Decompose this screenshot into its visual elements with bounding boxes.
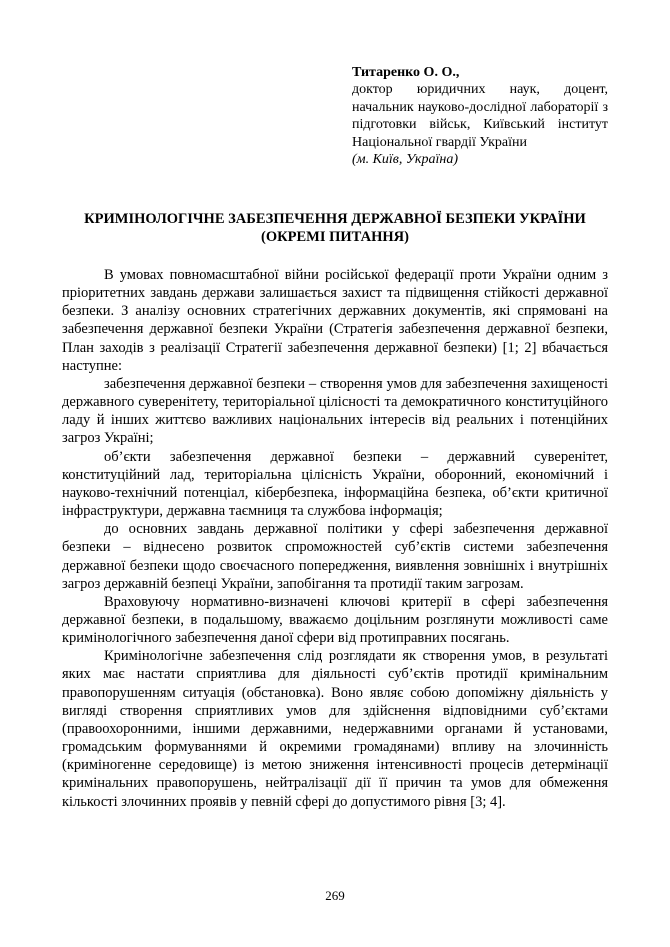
author-affiliation: доктор юридичних наук, доцент, начальник науково-дослідної лабораторії з підготовки військ, Київський інститут Національної гвардії України [352,82,608,150]
author-location: (м. Київ, Україна) [352,152,458,168]
article-title: КРИМІНОЛОГІЧНЕ ЗАБЕЗПЕЧЕННЯ ДЕРЖАВНОЇ БЕЗПЕКИ УКРАЇНИ (ОКРЕМІ ПИТАННЯ) [84,211,586,245]
author-block [352,64,608,168]
document-page [62,0,608,947]
author-name: Титаренко О. О., [352,65,460,80]
page-number: 269 [325,888,345,903]
body-paragraph: В умовах повномасштабної війни російської федерації проти України одним з пріоритетних завдань держави залишається захист та підвищення стійкості державної безпеки. З аналізу основних стратегічних державних документів, які спрямовані на забезпечення державної безпеки України (Стратегія забезпечення державної безпеки, План заходів з реалізації Стратегії забезпечення державної безпеки) [1; 2] вбачається наступне: [62,267,608,374]
body-paragraph: Кримінологічне забезпечення слід розглядати як створення умов, в результаті яких має настати сприятлива для діяльності суб’єктів протидії кримінальним правопорушенням ситуація (обстановка). Воно являє собою допоміжну діяльність у вигляді створення сприятливих умов для здійснення відповідними суб’єктами (правоохоронними, іншими державними, недержавними органами й установами, громадським формуваннями й окремими громадянами) впливу на злочинність (криміногенне середовище) із метою зниження інтенсивності процесів детермінації кримінальних правопорушень, нейтралізації дії її причин та умов для обмеження кількості злочинних проявів у певній сфері до допустимого рівня [3; 4]. [62,648,608,810]
article-body [62,266,608,811]
body-paragraph: Враховуючу нормативно-визначені ключові критерії в сфері забезпечення державної безпеки, в подальшому, вважаємо доцільним розглянути можливості саме кримінологічного забезпечення даної сфери від протиправних посягань. [62,593,608,647]
body-paragraph: до основних завдань державної політики у сфері забезпечення державної безпеки – віднесено розвиток спроможностей суб’єктів системи забезпечення державної безпеки щодо своєчасного попередження, виявлення зовнішніх і внутрішніх загроз державній безпеці України, запобігання та протидії таким загрозам. [62,521,608,592]
body-paragraph: забезпечення державної безпеки – створення умов для забезпечення захищеності державного суверенітету, територіальної цілісності та демократичного конституційного ладу й інших життєво важливих національних інтересів від реальних і потенційних загроз Україні; [62,375,608,447]
body-paragraph: об’єкти забезпечення державної безпеки – державний суверенітет, конституційний лад, територіальна цілісність України, оборонний, економічний і науково-технічний потенціал, кібербезпека, інформаційна безпека, об’єкти критичної інфраструктури, державна таємниця та службова інформація; [62,448,608,520]
